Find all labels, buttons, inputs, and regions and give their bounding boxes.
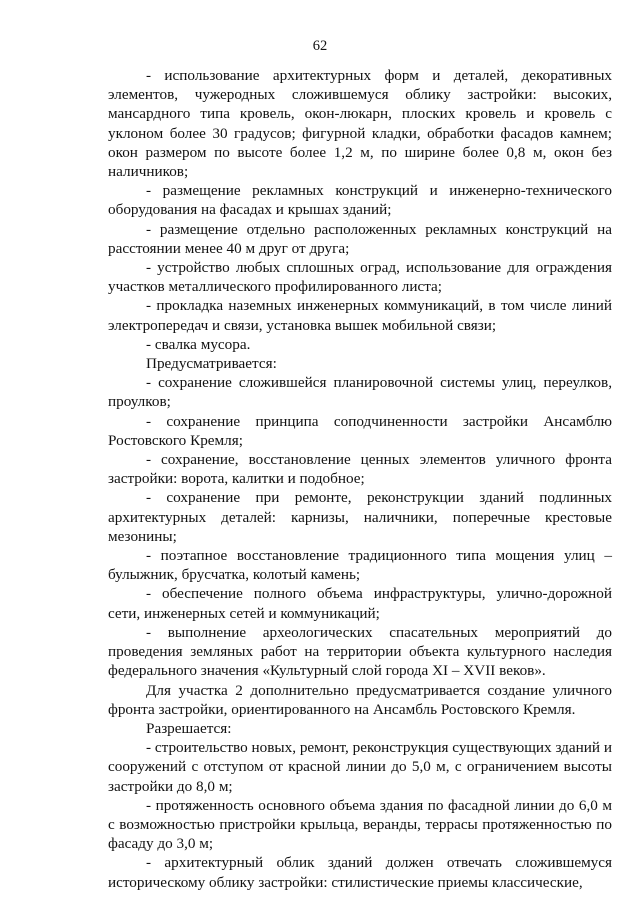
- paragraph-infrastructure: - обеспечение полного объема инфраструктуры, улично-дорожной сети, инженерных сетей и коммуникаций;: [108, 585, 612, 622]
- document-body: [108, 66, 612, 892]
- page-number: 62: [312, 38, 328, 54]
- paragraph-allowed-architectural-appearance: - архитектурный облик зданий должен отвечать сложившемуся историческому облику застройки: стилистические приемы классические,: [108, 854, 612, 891]
- paragraph-preserve-authentic-details: - сохранение при ремонте, реконструкции зданий подлинных архитектурных деталей: карнизы, наличники, поперечные крестовые мезонины;: [108, 489, 612, 545]
- paragraph-prohibited-ground-utilities: - прокладка наземных инженерных коммуникаций, в том числе линий электропередач и связи, установка вышек мобильной связи;: [108, 297, 612, 334]
- paragraph-prohibited-solid-fences: - устройство любых сплошных оград, использование для ограждения участков металлического профилированного листа;: [108, 259, 612, 296]
- paragraph-prohibited-garbage-dump: - свалка мусора.: [146, 335, 251, 353]
- paragraph-preserve-subordination: - сохранение принципа соподчиненности застройки Ансамблю Ростовского Кремля;: [108, 412, 612, 449]
- paragraph-archaeological-measures: - выполнение археологических спасательных мероприятий до проведения земляных работ на территории объекта культурного наследия федерального значения «Культурный слой города XI – XVII веков».: [108, 623, 612, 680]
- section-heading-allowed: Разрешается:: [146, 719, 232, 737]
- paragraph-prohibited-advertising-on-facades: - размещение рекламных конструкций и инженерно-технического оборудования на фасадах и крышах зданий;: [108, 182, 612, 219]
- paragraph-allowed-construction: - строительство новых, ремонт, реконструкция существующих зданий и сооружений с отступом от красной линии до 5,0 м, с ограничением высоты застройки до 8,0 м;: [108, 739, 612, 795]
- paragraph-preserve-street-layout: - сохранение сложившейся планировочной системы улиц, переулков, проулков;: [108, 374, 612, 411]
- paragraph-preserve-street-front: - сохранение, восстановление ценных элементов уличного фронта застройки: ворота, калитки и подобное;: [108, 451, 612, 488]
- paragraph-prohibited-separate-advertising: - размещение отдельно расположенных рекламных конструкций на расстоянии менее 40 м друг от друга;: [108, 220, 612, 257]
- paragraph-plot-2-street-front: Для участка 2 дополнительно предусматривается создание уличного фронта застройки, ориентированного на Ансамбль Ростовского Кремля.: [108, 681, 612, 718]
- paragraph-restore-paving: - поэтапное восстановление традиционного типа мощения улиц – булыжник, брусчатка, колотый камень;: [108, 547, 612, 584]
- section-heading-provided: Предусматривается:: [146, 355, 277, 373]
- paragraph-prohibited-architectural-forms: - использование архитектурных форм и деталей, декоративных элементов, чужеродных сложившемуся облику застройки: высоких, мансардного типа кровель, окон-люкарн, плоских кровель и кровель с уклоном более 30 градусов; фигурной кладки, обработки фасадов камнем; окон размером по высоте более 1,2 м, по ширине более 0,8 м, окон без наличников;: [108, 67, 612, 181]
- paragraph-allowed-building-length: - протяженность основного объема здания по фасадной линии до 6,0 м с возможностью пристройки крыльца, веранды, террасы протяженностью по фасаду до 3,0 м;: [108, 796, 612, 853]
